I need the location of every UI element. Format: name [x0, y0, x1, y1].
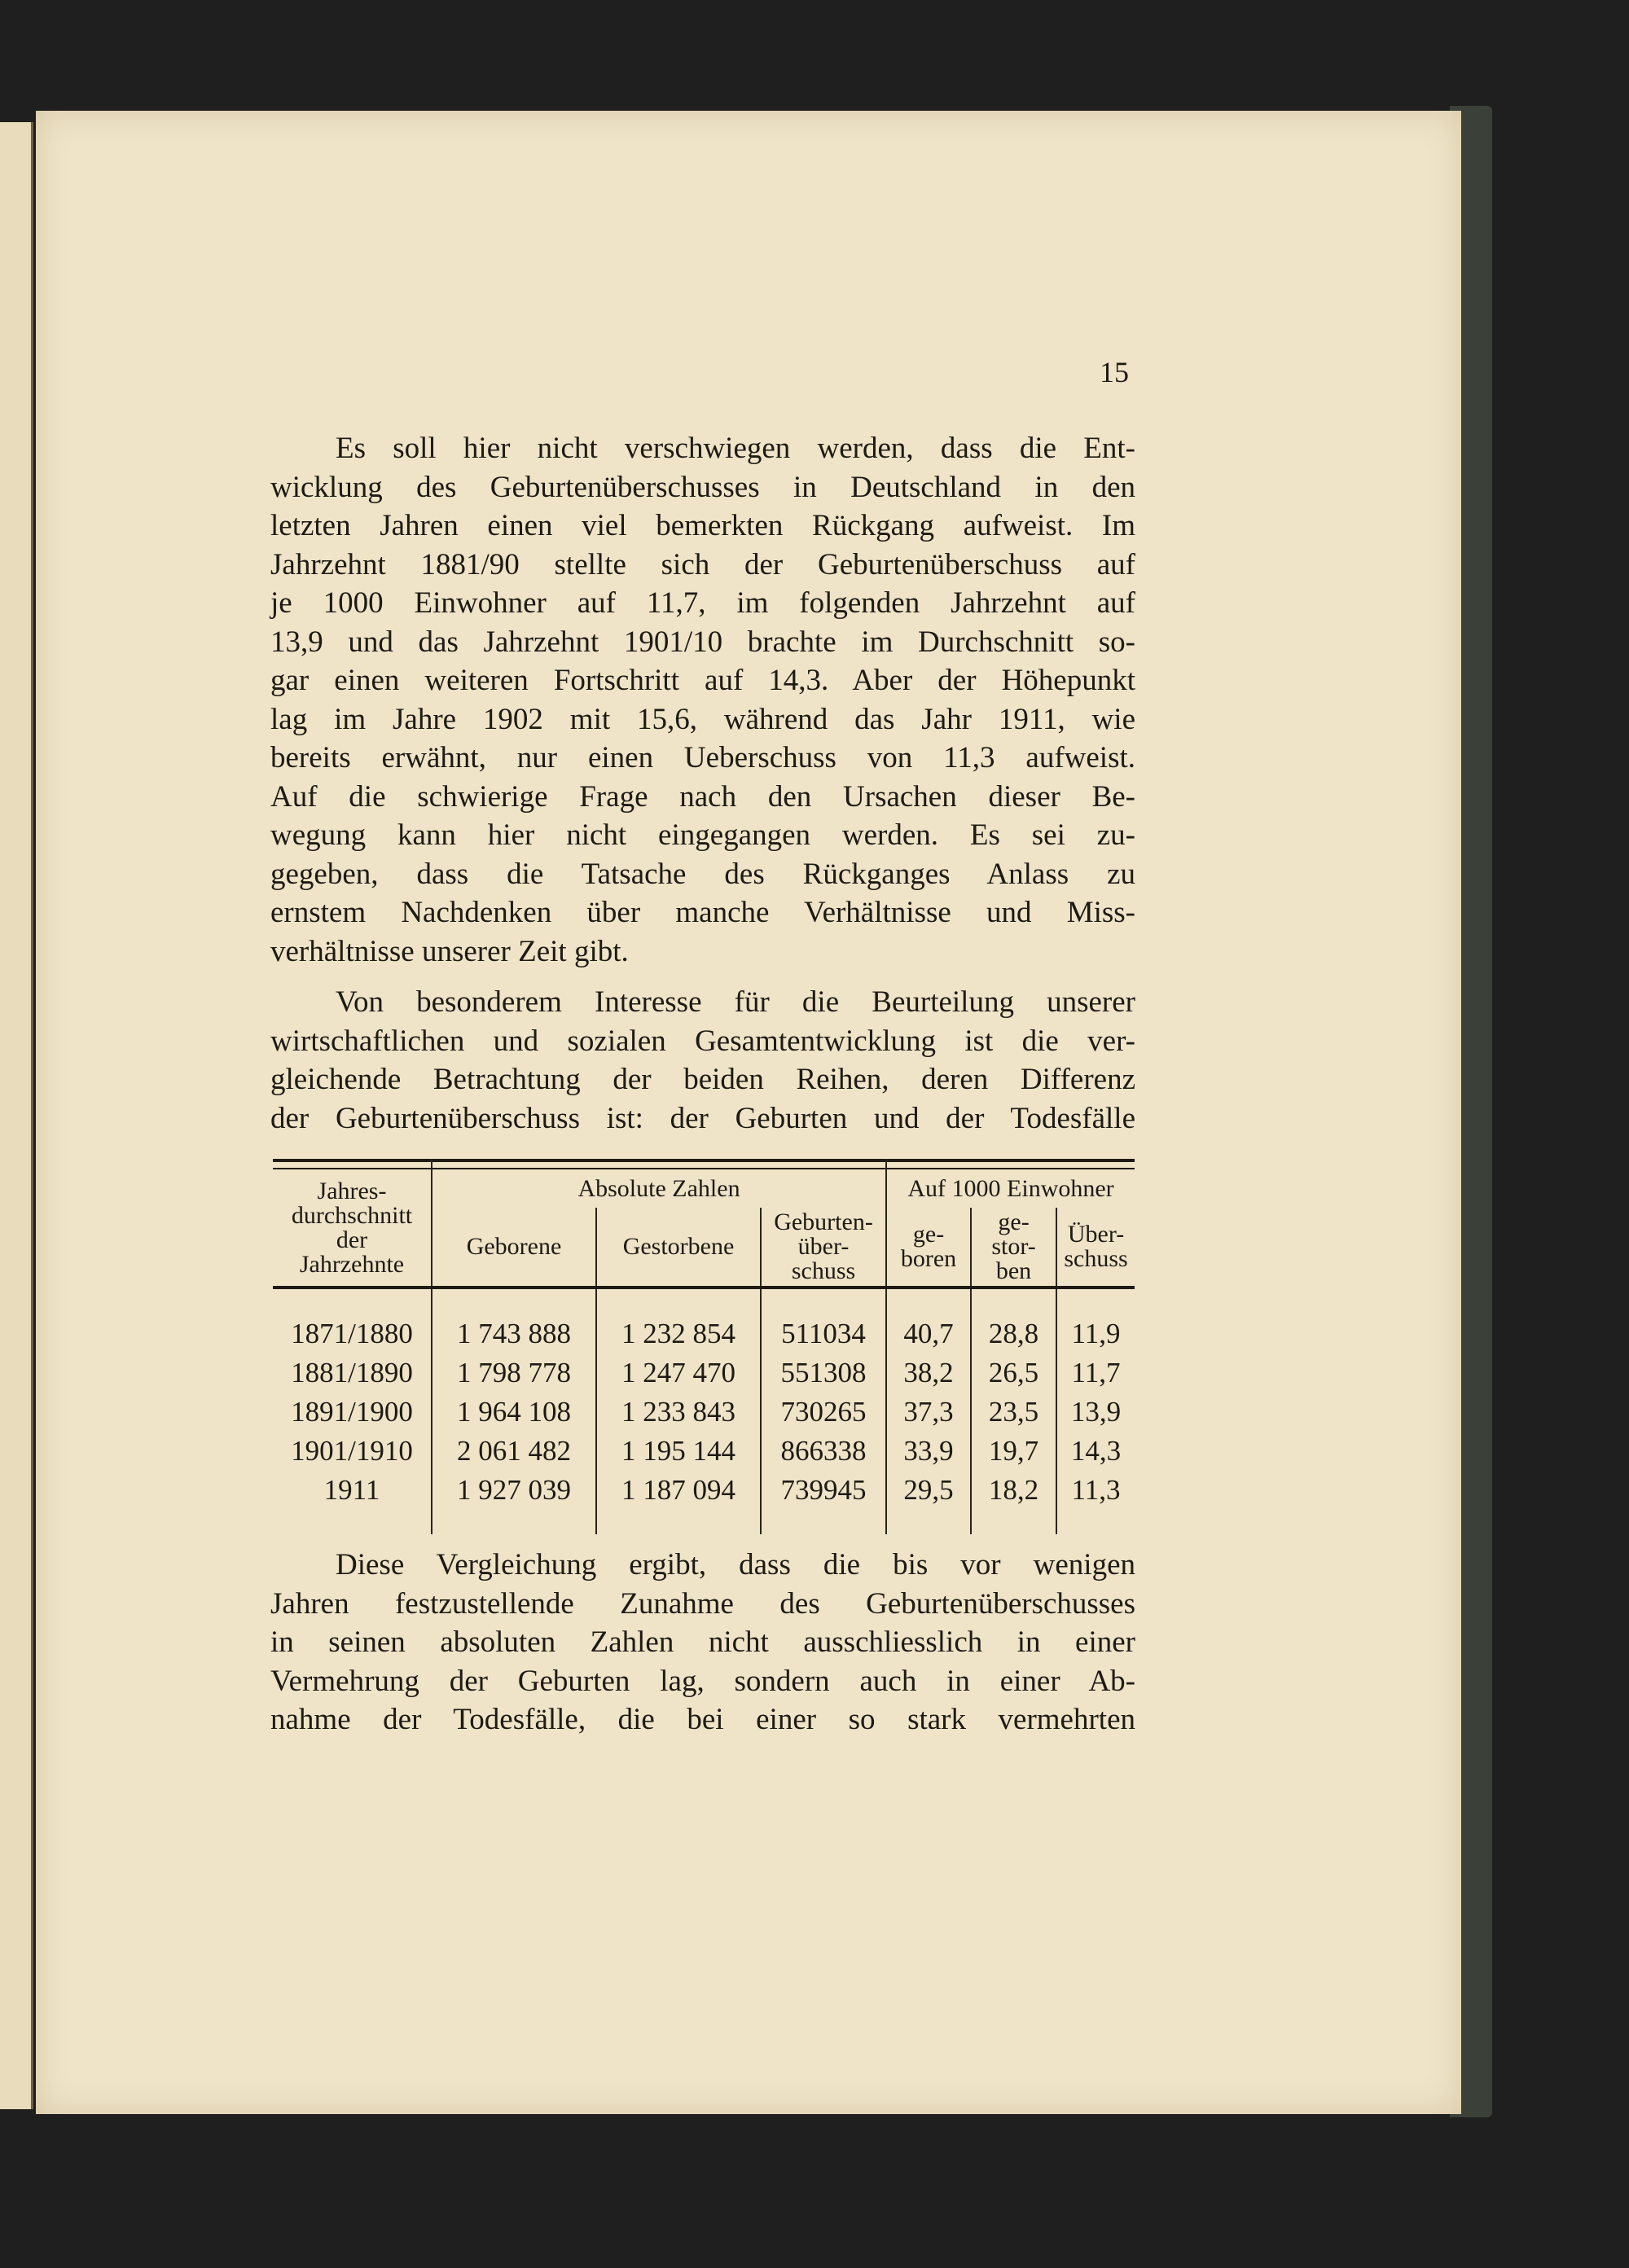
text-line: wegung kann hier nicht eingegangen werden. Es sei zu- — [270, 818, 1135, 852]
cell-ueberschuss-per-1000: 14,3 — [1056, 1432, 1135, 1471]
cell-ueberschuss-absolute: 866338 — [761, 1432, 886, 1471]
cell-period: 1881/1890 — [291, 1357, 413, 1388]
text-line: der Geburtenüberschuss ist: der Geburten und der Todesfälle — [270, 1101, 1135, 1135]
text-line: 13,9 und das Jahrzehnt 1901/10 brachte im Durchschnitt so- — [270, 625, 1135, 659]
text-line: lag im Jahre 1902 mit 15,6, während das Jahr 1911, wie — [270, 702, 1135, 736]
cell-gestorbene: 1 232 854 — [596, 1314, 761, 1353]
birth-death-statistics-table — [273, 1159, 1135, 1534]
cell-geboren-per-1000: 33,9 — [886, 1432, 971, 1471]
cell-period: 1871/1880 — [291, 1318, 413, 1349]
text-line: Jahren festzustellende Zunahme des Geburtenüberschusses — [270, 1586, 1135, 1621]
table-row — [273, 1314, 1135, 1353]
header-gestorben-per-1000: ge- stor- ben — [971, 1208, 1056, 1288]
cell-gestorbene: 1 195 144 — [596, 1432, 761, 1471]
cell-gestorben-per-1000: 23,5 — [971, 1393, 1056, 1432]
facing-page-edge — [0, 122, 33, 2109]
text-line: Es soll hier nicht verschwiegen werden, dass die Ent- — [336, 432, 1135, 465]
cell-gestorbene: 1 187 094 — [596, 1471, 761, 1510]
text-line: in seinen absoluten Zahlen nicht ausschliesslich in einer — [270, 1625, 1135, 1659]
cell-gestorben-per-1000: 28,8 — [971, 1314, 1056, 1353]
text-line: Auf die schwierige Frage nach den Ursachen dieser Be- — [270, 779, 1135, 814]
header-geborene: Geborene — [432, 1208, 596, 1288]
text-line: gegeben, dass die Tatsache des Rückganges Anlass zu — [270, 857, 1135, 891]
cell-geboren-per-1000: 40,7 — [886, 1314, 971, 1353]
cell-geboren-per-1000: 29,5 — [886, 1471, 971, 1510]
text-line: Von besonderem Interesse für die Beurteilung unserer — [336, 985, 1135, 1019]
cell-geboren-per-1000: 37,3 — [886, 1393, 971, 1432]
cell-period: 1911 — [323, 1474, 380, 1506]
text-line: nahme der Todesfälle, die bei einer so stark vermehrten — [270, 1703, 1135, 1736]
cell-ueberschuss-absolute: 511034 — [761, 1314, 886, 1353]
cell-geborene: 2 061 482 — [432, 1432, 596, 1471]
table-row — [273, 1353, 1135, 1393]
header-geboren-per-1000: ge- boren — [886, 1208, 971, 1288]
cell-gestorben-per-1000: 26,5 — [971, 1353, 1056, 1393]
text-line: je 1000 Einwohner auf 11,7, im folgenden Jahrzehnt auf — [270, 586, 1135, 620]
cell-ueberschuss-absolute: 730265 — [761, 1393, 886, 1432]
text-line: gar einen weiteren Fortschritt auf 14,3. Aber der Höhepunkt — [270, 664, 1135, 697]
cell-gestorben-per-1000: 19,7 — [971, 1432, 1056, 1471]
cell-ueberschuss-per-1000: 11,7 — [1056, 1353, 1135, 1393]
cell-geboren-per-1000: 38,2 — [886, 1353, 971, 1393]
text-line: wirtschaftlichen und sozialen Gesamtentwicklung ist die ver- — [270, 1024, 1135, 1058]
table-row — [273, 1471, 1135, 1510]
header-group-per-1000: Auf 1000 Einwohner — [886, 1159, 1135, 1208]
text-line: letzten Jahren einen viel bemerkten Rückgang aufweist. Im — [270, 509, 1135, 542]
text-line: Diese Vergleichung ergibt, dass die bis vor wenigen — [336, 1548, 1135, 1581]
page-number: 15 — [1100, 356, 1129, 388]
text-line: Jahrzehnt 1881/90 stellte sich der Geburtenüberschuss auf — [270, 547, 1135, 581]
cell-geborene: 1 798 778 — [432, 1353, 596, 1393]
text-line: ernstem Nachdenken über manche Verhältnisse und Miss- — [270, 896, 1135, 929]
table-row — [273, 1432, 1135, 1471]
cell-ueberschuss-per-1000: 11,9 — [1056, 1314, 1135, 1353]
table-row — [273, 1393, 1135, 1432]
cell-geborene: 1 964 108 — [432, 1393, 596, 1432]
header-ueberschuss-absolute: Geburten- über- schuss — [761, 1208, 886, 1288]
cell-ueberschuss-per-1000: 11,3 — [1056, 1471, 1135, 1510]
text-line: Vermehrung der Geburten lag, sondern auch in einer Ab- — [270, 1664, 1135, 1698]
text-line: bereits erwähnt, nur einen Ueberschuss von 11,3 aufweist. — [270, 741, 1135, 774]
cell-ueberschuss-absolute: 739945 — [761, 1471, 886, 1510]
text-line: verhältnisse unserer Zeit gibt. — [270, 934, 629, 968]
text-line: wicklung des Geburtenüberschusses in Deutschland in den — [270, 470, 1135, 504]
cell-geborene: 1 743 888 — [432, 1314, 596, 1353]
text-line: gleichende Betrachtung der beiden Reihen, deren Differenz — [270, 1063, 1135, 1096]
cell-gestorben-per-1000: 18,2 — [971, 1471, 1056, 1510]
cell-period: 1891/1900 — [291, 1396, 413, 1428]
header-ueberschuss-per-1000: Über- schuss — [1056, 1208, 1135, 1288]
cell-ueberschuss-per-1000: 13,9 — [1056, 1393, 1135, 1432]
header-group-absolute: Absolute Zahlen — [432, 1159, 886, 1208]
cell-period: 1901/1910 — [291, 1435, 413, 1467]
cell-ueberschuss-absolute: 551308 — [761, 1353, 886, 1393]
cell-geborene: 1 927 039 — [432, 1471, 596, 1510]
cell-gestorbene: 1 247 470 — [596, 1353, 761, 1393]
header-period: Jahres- durchschnitt der Jahrzehnte — [291, 1178, 413, 1278]
header-gestorbene: Gestorbene — [596, 1208, 761, 1288]
cell-gestorbene: 1 233 843 — [596, 1393, 761, 1432]
